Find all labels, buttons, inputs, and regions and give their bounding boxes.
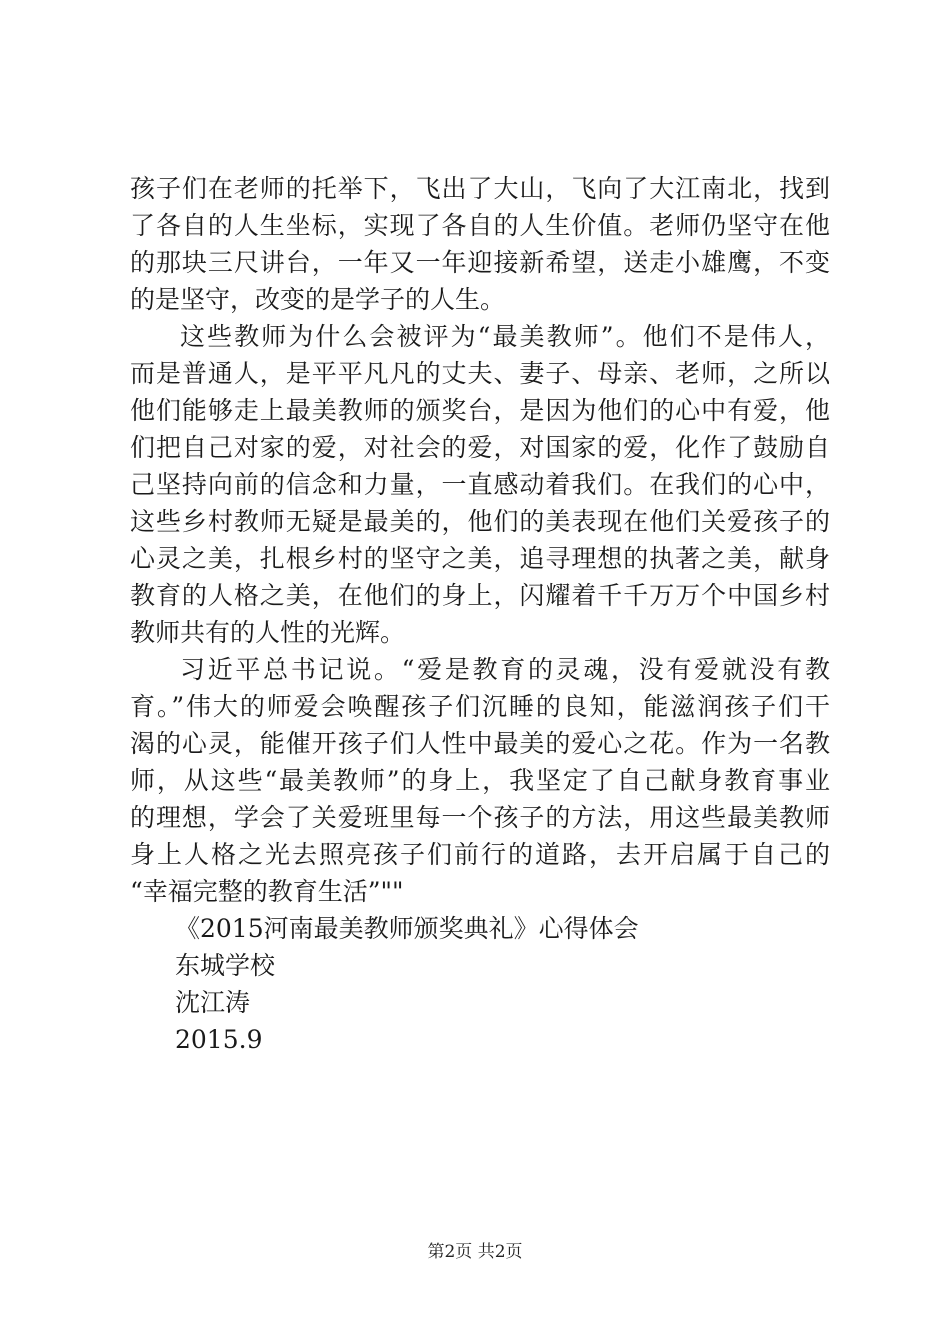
paragraph-3-line: 习近平总书记说。“爱是教育的灵魂，没有爱就没有教: [180, 655, 830, 684]
paragraph-1-line: 的是坚守，改变的是学子的人生。: [130, 285, 506, 314]
signature-title: 《2015河南最美教师颁奖典礼》心得体会: [175, 914, 639, 943]
paragraph-2-line: 他们能够走上最美教师的颁奖台，是因为他们的心中有爱，他: [130, 396, 830, 425]
paragraph-2-line: 教师共有的人性的光辉。: [130, 618, 406, 647]
document-body: [130, 170, 830, 1058]
paragraph-2-line: 而是普通人，是平平凡凡的丈夫、妻子、母亲、老师，之所以: [130, 359, 830, 388]
signature-author: 沈江涛: [175, 988, 251, 1017]
page-number-footer: 第2页 共2页: [427, 1242, 523, 1262]
paragraph-2-line: 教育的人格之美，在他们的身上，闪耀着千千万万个中国乡村: [130, 581, 830, 610]
paragraph-2-line: 们把自己对家的爱，对社会的爱，对国家的爱，化作了鼓励自: [130, 433, 830, 462]
paragraph-3-line: 的理想，学会了关爱班里每一个孩子的方法，用这些最美教师: [130, 803, 830, 832]
paragraph-3-line: 身上人格之光去照亮孩子们前行的道路，去开启属于自己的: [130, 840, 830, 869]
paragraph-3-line: “幸福完整的教育生活”"": [130, 877, 404, 906]
paragraph-1-line: 孩子们在老师的托举下，飞出了大山，飞向了大江南北，找到: [130, 174, 830, 203]
paragraph-2-line: 己坚持向前的信念和力量，一直感动着我们。在我们的心中，: [130, 470, 830, 499]
paragraph-3-line: 师，从这些“最美教师”的身上，我坚定了自己献身教育事业: [130, 766, 830, 795]
paragraph-2-line: 这些教师为什么会被评为“最美教师”。他们不是伟人，: [180, 322, 830, 351]
paragraph-1-line: 的那块三尺讲台，一年又一年迎接新希望，送走小雄鹰，不变: [130, 248, 830, 277]
paragraph-2-line: 这些乡村教师无疑是最美的，他们的美表现在他们关爱孩子的: [130, 507, 830, 536]
paragraph-3-line: 育。”伟大的师爱会唤醒孩子们沉睡的良知，能滋润孩子们干: [130, 692, 830, 721]
signature-date: 2015.9: [175, 1025, 263, 1054]
signature-school: 东城学校: [175, 951, 276, 980]
paragraph-1-line: 了各自的人生坐标，实现了各自的人生价值。老师仍坚守在他: [130, 211, 830, 240]
paragraph-3-line: 渴的心灵，能催开孩子们人性中最美的爱心之花。作为一名教: [130, 729, 830, 758]
paragraph-2-line: 心灵之美，扎根乡村的坚守之美，追寻理想的执著之美，献身: [130, 544, 830, 573]
